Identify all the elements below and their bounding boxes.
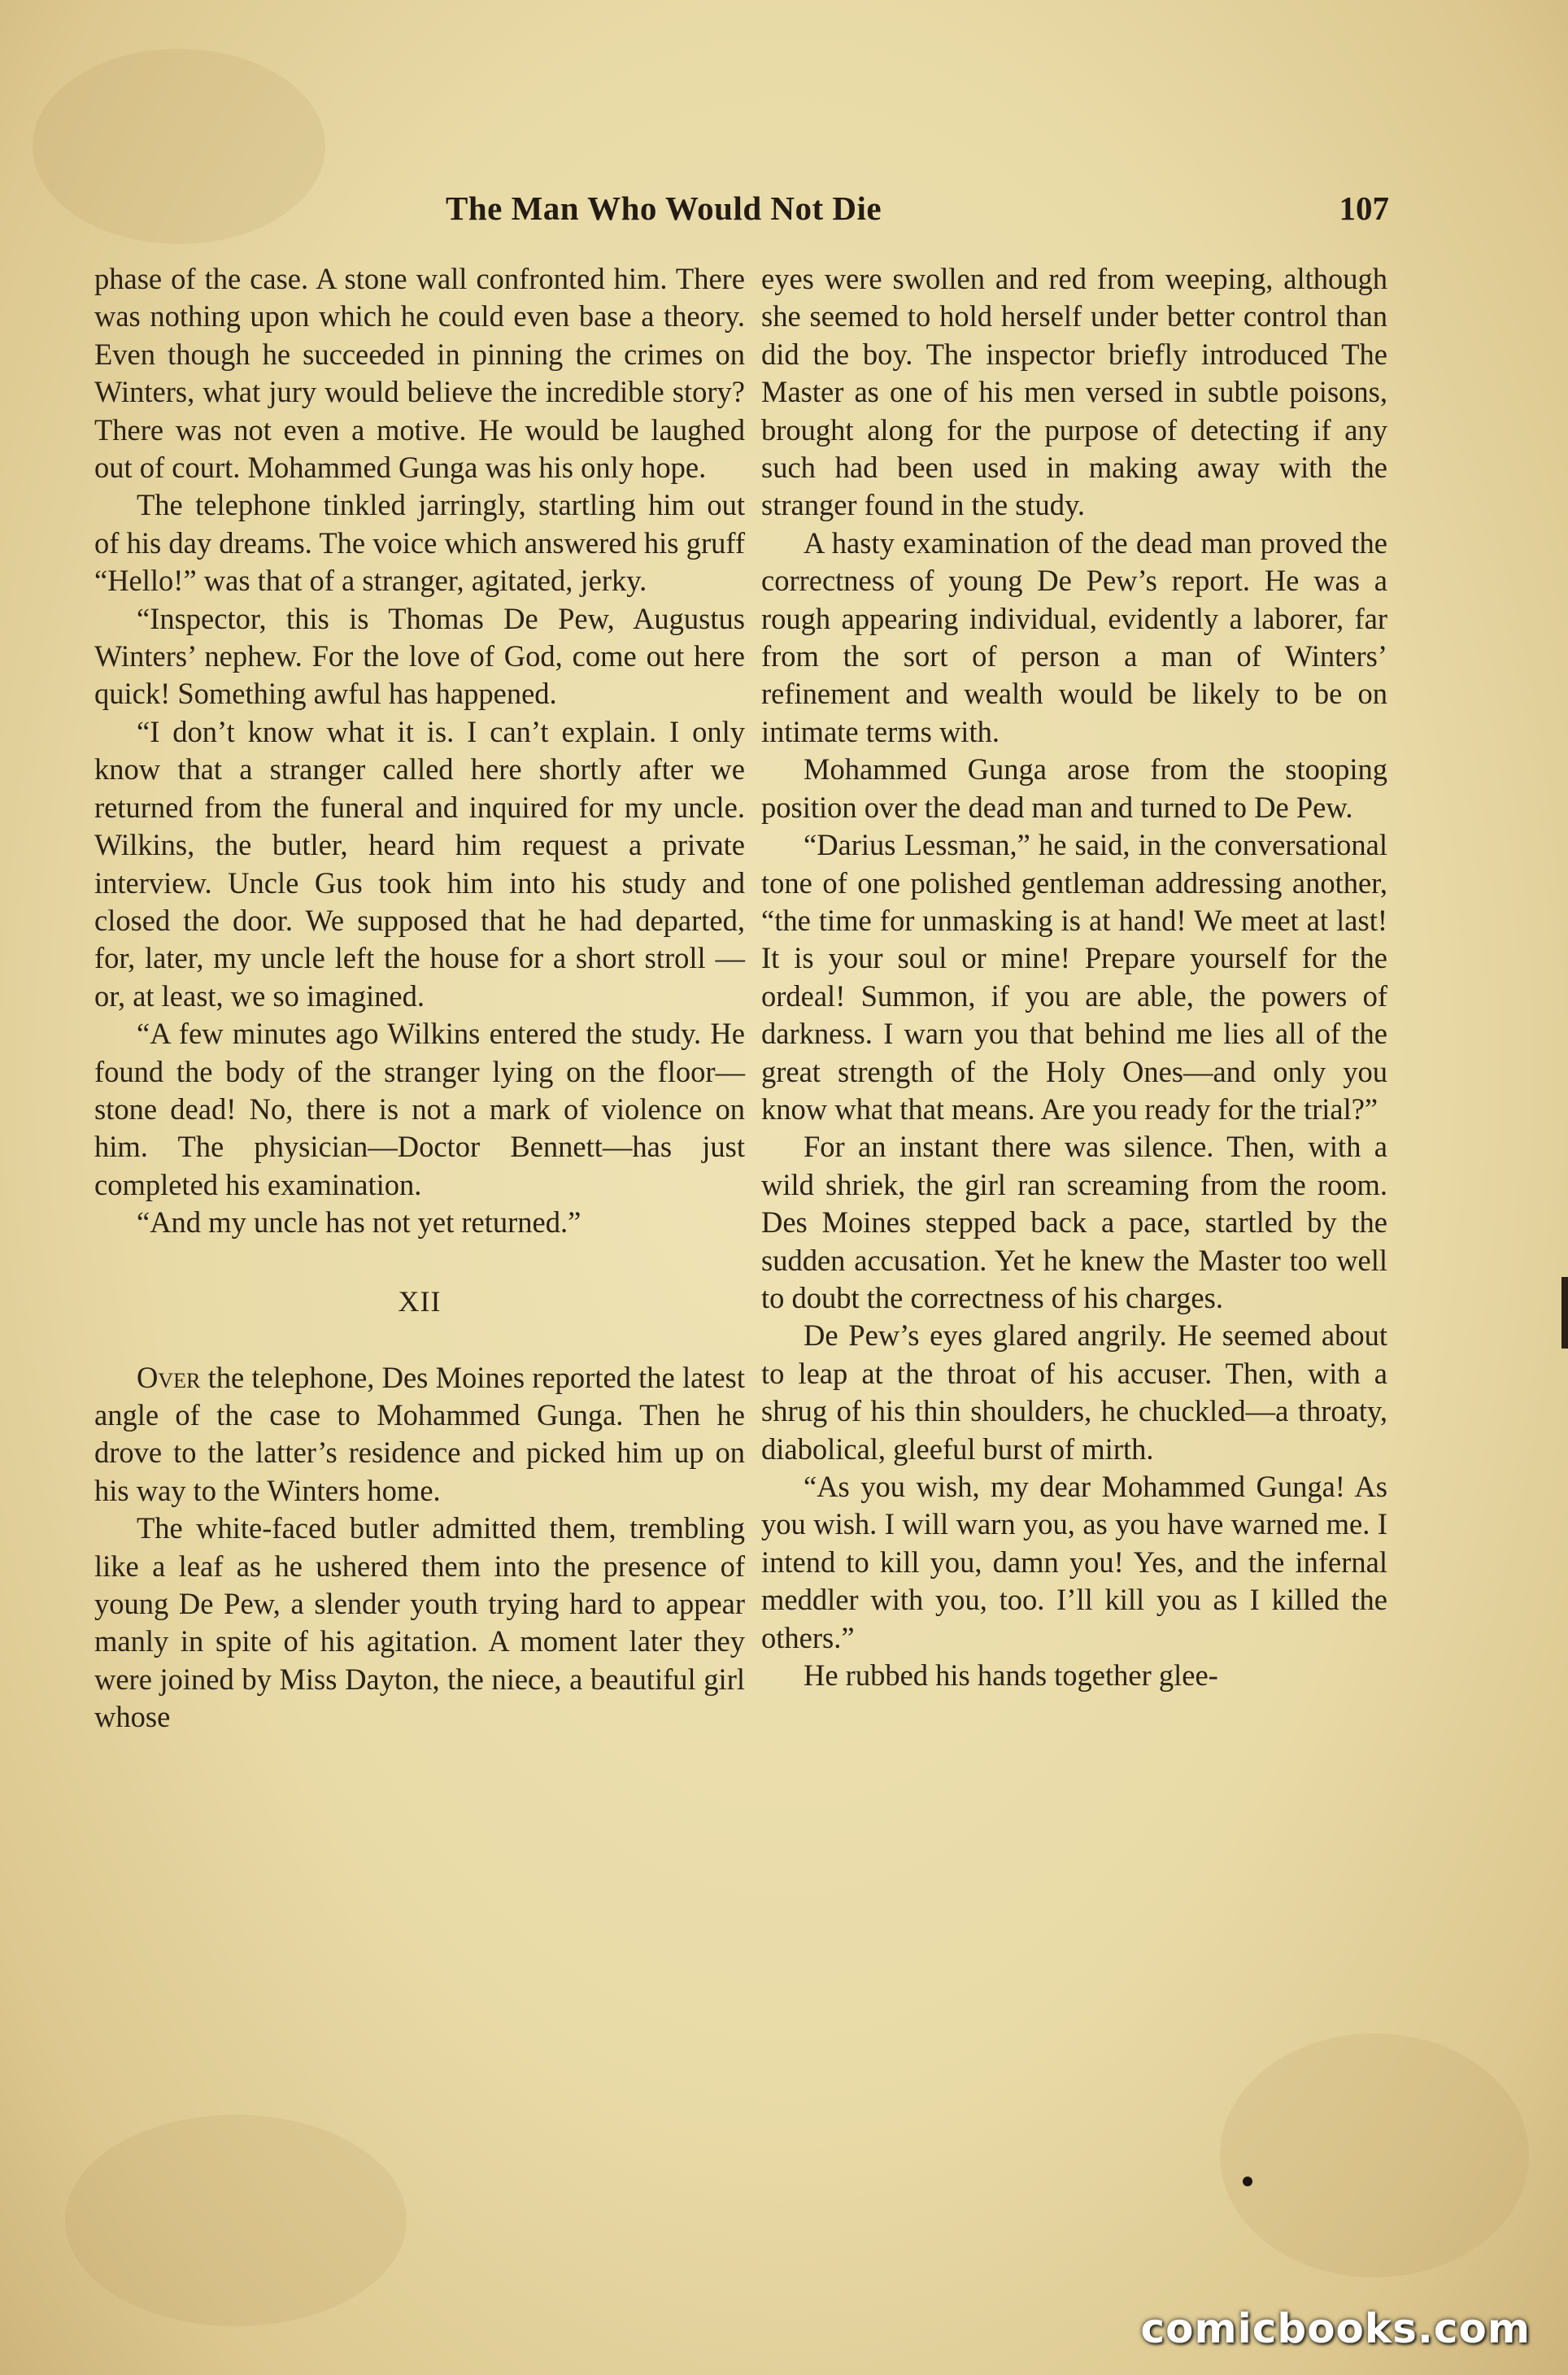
paragraph: “Inspector, this is Thomas De Pew, Augustus Winters’ nephew. For the love of God, come out here quick! Something awful has happened.: [94, 601, 745, 711]
lead-word: Over: [137, 1360, 201, 1394]
left-column: [94, 260, 745, 1737]
paragraph: “Darius Lessman,” he said, in the conversational tone of one polished gentleman addressing another, “the time for unmasking is at hand! We meet at last! It is your soul or mine! Prepare yourself for the ordeal! Summon, if you are able, the powers of darkness. I warn you that behind me lies all of the great strength of the Holy Ones—and only you know what that means. Are you ready for the trial?”: [761, 828, 1387, 1126]
paragraph-text: the telephone, Des Moines reported the latest angle of the case to Mohammed Gunga. Then he drove to the latter’s residence and picked him up on his way to the Winters home.: [94, 1360, 745, 1507]
paragraph: “As you wish, my dear Mohammed Gunga! As you wish. I will warn you, as you have warned me. I intend to kill you, damn you! Yes, and the infernal meddler with you, too. I’ll kill you as I killed the others.”: [761, 1470, 1387, 1654]
paragraph: The white-faced butler admitted them, trembling like a leaf as he ushered them into the presence of young De Pew, a slender youth trying hard to appear manly in spite of his agitation. A moment later they were joined by Miss Dayton, the niece, a beautiful girl whose: [94, 1511, 745, 1734]
running-title: The Man Who Would Not Die: [446, 190, 882, 227]
paragraph: A hasty examination of the dead man proved the correctness of young De Pew’s report. He was a rough appearing individual, evidently a laborer, far from the sort of person a man of Winters’ refinement and wealth would be likely to be on intimate terms with.: [761, 525, 1387, 748]
running-header: [446, 189, 1389, 238]
page-edge-mark: [1561, 1277, 1568, 1349]
right-column: [761, 260, 1387, 1694]
paragraph: phase of the case. A stone wall confronted him. There was nothing upon which he could even base a theory. Even though he succeeded in pinning the crimes on Winters, what jury would believe the incredible story? There was not even a motive. He would be laughed out of court. Mohammed Gunga was his only hope.: [94, 262, 745, 485]
paper-stain: [65, 2115, 407, 2326]
paragraph: “I don’t know what it is. I can’t explain. I only know that a stranger called here shortly after we returned from the funeral and inquired for my uncle. Wilkins, the butler, heard him request a private interview. Uncle Gus took him into his study and closed the door. We supposed that he had departed, for, later, my uncle left the house for a short stroll —or, at least, we so imagined.: [94, 714, 745, 1013]
paragraph: Mohammed Gunga arose from the stooping position over the dead man and turned to De Pew.: [761, 752, 1387, 824]
paragraph: De Pew’s eyes glared angrily. He seemed about to leap at the throat of his accuser. Then, with a shrug of his thin shoulders, he chuckled—a throaty, diabolical, gleeful burst of mirth.: [761, 1318, 1387, 1466]
paragraph: The telephone tinkled jarringly, startling him out of his day dreams. The voice which answered his gruff “Hello!” was that of a stranger, agitated, jerky.: [94, 488, 745, 598]
site-watermark: comicbooks.com: [1140, 2305, 1531, 2352]
paper-stain: [33, 49, 325, 244]
paragraph: For an instant there was silence. Then, with a wild shriek, the girl ran screaming from the room. Des Moines stepped back a pace, startled by the sudden accusation. Yet he knew the Master too well to doubt the correctness of his charges.: [761, 1130, 1387, 1314]
paragraph: eyes were swollen and red from weeping, although she seemed to hold herself under better control than did the boy. The inspector briefly introduced The Master as one of his men versed in subtle poisons, brought along for the purpose of detecting if any such had been used in making away with the stranger found in the study.: [761, 262, 1387, 522]
paragraph: “A few minutes ago Wilkins entered the study. He found the body of the stranger lying on the floor—stone dead! No, there is not a mark of violence on him. The physician—Doctor Bennett—has just completed his examination.: [94, 1017, 745, 1201]
paragraph: [94, 1359, 745, 1510]
paragraph: He rubbed his hands together glee-: [804, 1658, 1218, 1693]
page-number: 107: [1339, 190, 1389, 227]
ink-dot: [1243, 2177, 1252, 2186]
paper-stain: [1220, 2033, 1529, 2277]
paragraph: “And my uncle has not yet returned.”: [137, 1205, 581, 1240]
chapter-heading: XII: [398, 1284, 442, 1318]
